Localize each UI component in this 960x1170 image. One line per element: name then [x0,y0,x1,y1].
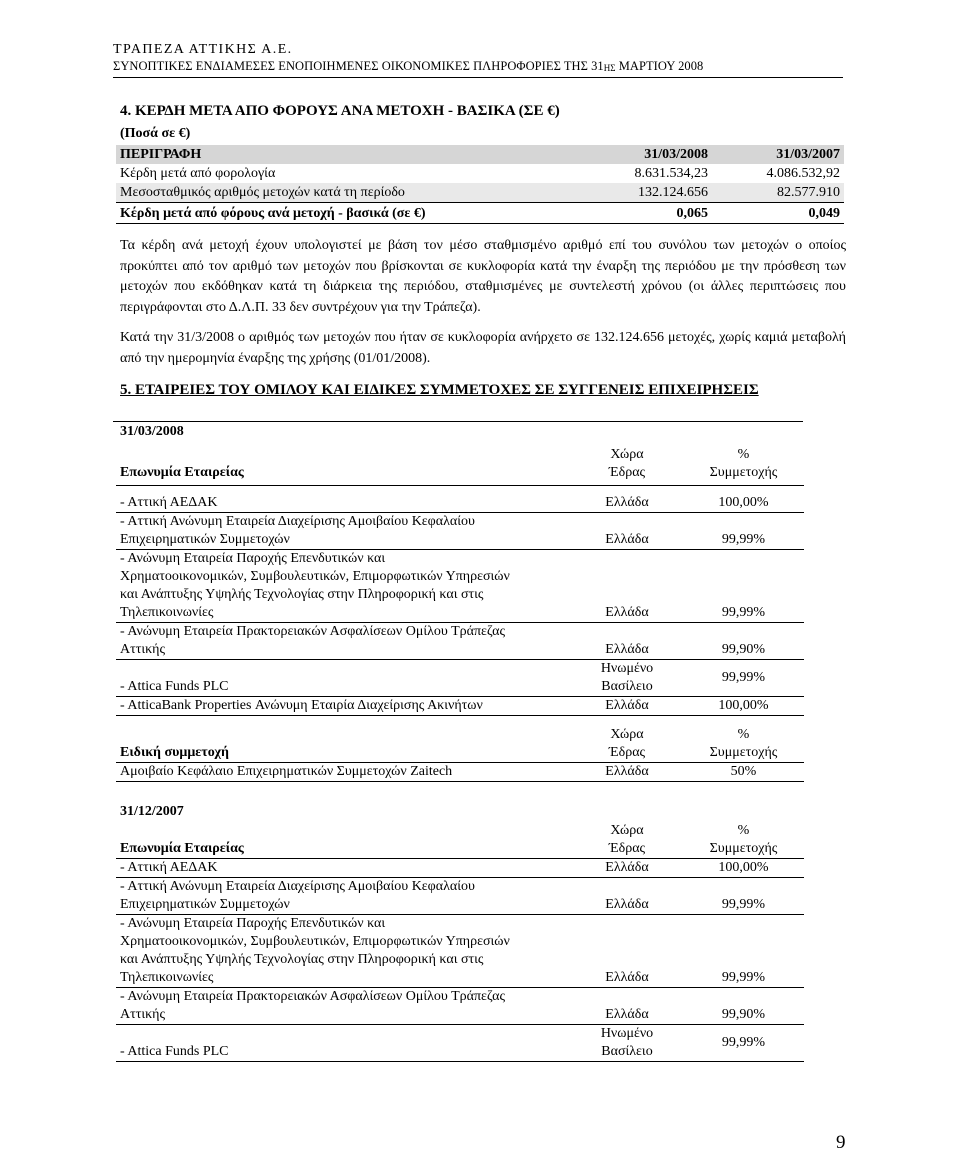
eps-row-value-2008: 132.124.656 [546,183,712,203]
section4-title: 4. ΚΕΡΔΗ ΜΕΤΑ ΑΠΟ ΦΟΡΟΥΣ ΑΝΑ ΜΕΤΟΧΗ - ΒΑΣΙΚΑ (ΣΕ €) [120,103,560,119]
eps-row-value-2008: 0,065 [546,203,712,224]
report-subtitle-post: ΜΑΡΤΙΟΥ 2008 [615,59,704,73]
table-header-row [116,446,804,486]
table-row [116,1025,804,1062]
company-country: Ελλάδα [571,623,683,660]
company-name [116,550,571,623]
company-name-line2: Αττικής [120,1007,166,1022]
company-name: - AtticaBank Properties Ανώνυμη Εταιρία Διαχείρισης Ακινήτων [116,697,571,716]
company-percent: 99,99% [683,660,804,697]
table-row [116,988,804,1025]
col-company-name: Επωνυμία Εταιρείας [116,446,571,486]
shares-outstanding-paragraph: Κατά την 31/3/2008 ο αριθμός των μετοχών που ήταν σε κυκλοφορία ανήρχετο σε 132.124.656 μετοχές, χωρίς καμιά μεταβολή από την ημερομηνία έναρξης της χρήσης (01/01/2008). [120,330,846,366]
col-percent-line1: % [737,727,750,742]
table-row [116,183,844,203]
company-name: - Αττική ΑΕΔΑΚ [116,494,571,513]
company-name-line4: Τηλεπικοινωνίες [120,970,214,985]
company-country-line2: Βασίλειο [601,679,653,694]
table-row [116,550,804,623]
company-name-line1: - Ανώνυμη Εταιρεία Πρακτορειακών Ασφαλίσεων Ομίλου Τράπεζας [120,989,506,1004]
col-special-participation: Ειδική συμμετοχή [116,726,571,763]
company-percent: 99,99% [683,550,804,623]
company-country: Ελλάδα [571,878,683,915]
eps-row-value-2007: 4.086.532,92 [766,166,840,181]
table-row [116,203,844,224]
eps-row-label: Κέρδη μετά από φορολογία [120,166,276,181]
company-name-line2: Επιχειρηματικών Συμμετοχών [120,897,290,912]
company-country-line1: Ηνωμένο [600,661,654,676]
company-name [116,513,571,550]
special-header-row [116,726,804,763]
col-company-name: Επωνυμία Εταιρείας [116,822,571,859]
col-country-line1: Χώρα [610,447,644,462]
company-name-line2: Επιχειρηματικών Συμμετοχών [120,532,290,547]
table-row [116,660,804,697]
company-name-line2: Αττικής [120,642,166,657]
company-name [116,623,571,660]
company-country [571,1025,683,1062]
company-percent: 100,00% [683,859,804,878]
table-row [116,494,804,513]
company-percent: 100,00% [683,494,804,513]
company-name-line2: Χρηματοοικονομικών, Συμβουλευτικών, Επιμορφωτικών Υπηρεσιών [120,569,510,584]
company-name: - Αττική ΑΕΔΑΚ [116,859,571,878]
eps-row-label: Μεσοσταθμικός αριθμός μετοχών κατά τη περίοδο [116,183,546,203]
report-subtitle [113,59,703,74]
table-row [116,763,804,782]
eps-col-2008: 31/03/2008 [546,145,712,164]
table-top-divider [113,421,803,422]
col-country-line2: Έδρας [608,745,646,760]
company-name [116,915,571,988]
col-country-line1: Χώρα [610,727,644,742]
company-country: Ελλάδα [571,988,683,1025]
company-country-line2: Βασίλειο [601,1044,653,1059]
special-percent: 50% [683,763,804,782]
col-percent-line2: Συμμετοχής [709,841,778,856]
company-country: Ελλάδα [571,697,683,716]
company-name: - Attica Funds PLC [116,660,571,697]
company-percent: 99,99% [683,915,804,988]
company-country: Ελλάδα [571,550,683,623]
table-row [116,623,804,660]
eps-explanation-paragraph: Τα κέρδη ανά μετοχή έχουν υπολογιστεί με βάση τον μέσο σταθμισμένο αριθμό επί του συνόλου των μετοχών ο οποίος προκύπτει από τον αριθμό των μετοχών που βρίσκονται σε κυκλοφορία κατά την έναρξη της περιόδου με την πρόσθεση των μετοχών που εκδόθηκαν κατά τη διάρκεια της περιόδου, σταθμισμένες με συντελεστή χρόνου (οι άλλες περιπτώσεις που περιγράφονται στο Δ.Λ.Π. 33 δεν συντρέχουν για την Τράπεζα). [120,238,846,315]
subsidiaries-2007-table [116,822,804,1062]
special-country: Ελλάδα [571,763,683,782]
company-country: Ελλάδα [571,915,683,988]
bank-name: ΤΡΑΠΕΖΑ ΑΤΤΙΚΗΣ Α.Ε. [113,42,293,57]
company-country-line1: Ηνωμένο [600,1026,654,1041]
col-country-line1: Χώρα [610,823,644,838]
col-country [571,446,683,486]
company-name-line1: - Ανώνυμη Εταιρεία Παροχής Επενδυτικών και [120,551,386,566]
eps-col-2007: 31/03/2007 [712,145,844,164]
col-country-line2: Έδρας [608,841,646,856]
company-country: Ελλάδα [571,494,683,513]
company-name-line1: - Αττική Ανώνυμη Εταιρεία Διαχείρισης Αμοιβαίου Κεφαλαίου [120,514,475,529]
company-name [116,878,571,915]
header-divider [113,77,843,78]
col-percent-line1: % [737,823,750,838]
table-row [116,697,804,716]
col-percent-line2: Συμμετοχής [709,465,778,480]
col-percent-line2: Συμμετοχής [709,745,778,760]
subsidiaries-2008-table [116,446,804,782]
company-name-line1: - Ανώνυμη Εταιρεία Παροχής Επενδυτικών και [120,916,386,931]
col-percent-line1: % [737,447,750,462]
col-percent [683,726,804,763]
eps-table [116,145,844,224]
table-row [116,915,804,988]
eps-table-header [116,145,844,164]
eps-row-value-2007: 0,049 [712,203,844,224]
report-subtitle-pre: ΣΥΝΟΠΤΙΚΕΣ ΕΝΔΙΑΜΕΣΕΣ ΕΝΟΠΟΙΗΜΕΝΕΣ ΟΙΚΟΝΟΜΙΚΕΣ ΠΛΗΡΟΦΟΡΙΕΣ ΤΗΣ 31 [113,59,604,73]
company-percent: 99,99% [683,1025,804,1062]
company-name [116,988,571,1025]
date-2008: 31/03/2008 [120,424,184,439]
company-name-line1: - Ανώνυμη Εταιρεία Πρακτορειακών Ασφαλίσεων Ομίλου Τράπεζας [120,624,506,639]
section5-title: 5. ΕΤΑΙΡΕΙΕΣ ΤΟΥ ΟΜΙΛΟΥ ΚΑΙ ΕΙΔΙΚΕΣ ΣΥΜΜΕΤΟΧΕΣ ΣΕ ΣΥΓΓΕΝΕΙΣ ΕΠΙΧΕΙΡΗΣΕΙΣ [120,382,759,398]
eps-row-value-2007: 82.577.910 [712,183,844,203]
amount-note: (Ποσά σε €) [120,126,191,141]
company-name: - Attica Funds PLC [116,1025,571,1062]
company-name-line4: Τηλεπικοινωνίες [120,605,214,620]
eps-row-value-2008: 8.631.534,23 [634,166,708,181]
col-percent [683,822,804,859]
company-name-line1: - Αττική Ανώνυμη Εταιρεία Διαχείρισης Αμοιβαίου Κεφαλαίου [120,879,475,894]
company-percent: 100,00% [683,697,804,716]
company-name-line2: Χρηματοοικονομικών, Συμβουλευτικών, Επιμορφωτικών Υπηρεσιών [120,934,510,949]
table-row [116,164,844,183]
special-name: Αμοιβαίο Κεφάλαιο Επιχειρηματικών Συμμετοχών Zaitech [116,763,571,782]
date-2007: 31/12/2007 [120,804,184,819]
page-number: 9 [836,1132,846,1153]
company-percent: 99,99% [683,513,804,550]
table-row [116,513,804,550]
table-row [116,859,804,878]
company-country [571,660,683,697]
company-percent: 99,90% [683,623,804,660]
company-country: Ελλάδα [571,513,683,550]
eps-col-description: ΠΕΡΙΓΡΑΦΗ [116,145,546,164]
col-country [571,726,683,763]
company-name-line3: και Ανάπτυξης Υψηλής Τεχνολογίας στην Πληροφορική και στις [120,587,484,602]
col-country-line2: Έδρας [608,465,646,480]
company-percent: 99,90% [683,988,804,1025]
company-name-line3: και Ανάπτυξης Υψηλής Τεχνολογίας στην Πληροφορική και στις [120,952,484,967]
col-percent [683,446,804,486]
eps-row-label: Κέρδη μετά από φόρους ανά μετοχή - βασικά (σε €) [116,203,546,224]
company-country: Ελλάδα [571,859,683,878]
table-header-row [116,822,804,859]
table-row [116,878,804,915]
company-percent: 99,99% [683,878,804,915]
col-country [571,822,683,859]
report-subtitle-sub: ΗΣ [603,63,616,73]
